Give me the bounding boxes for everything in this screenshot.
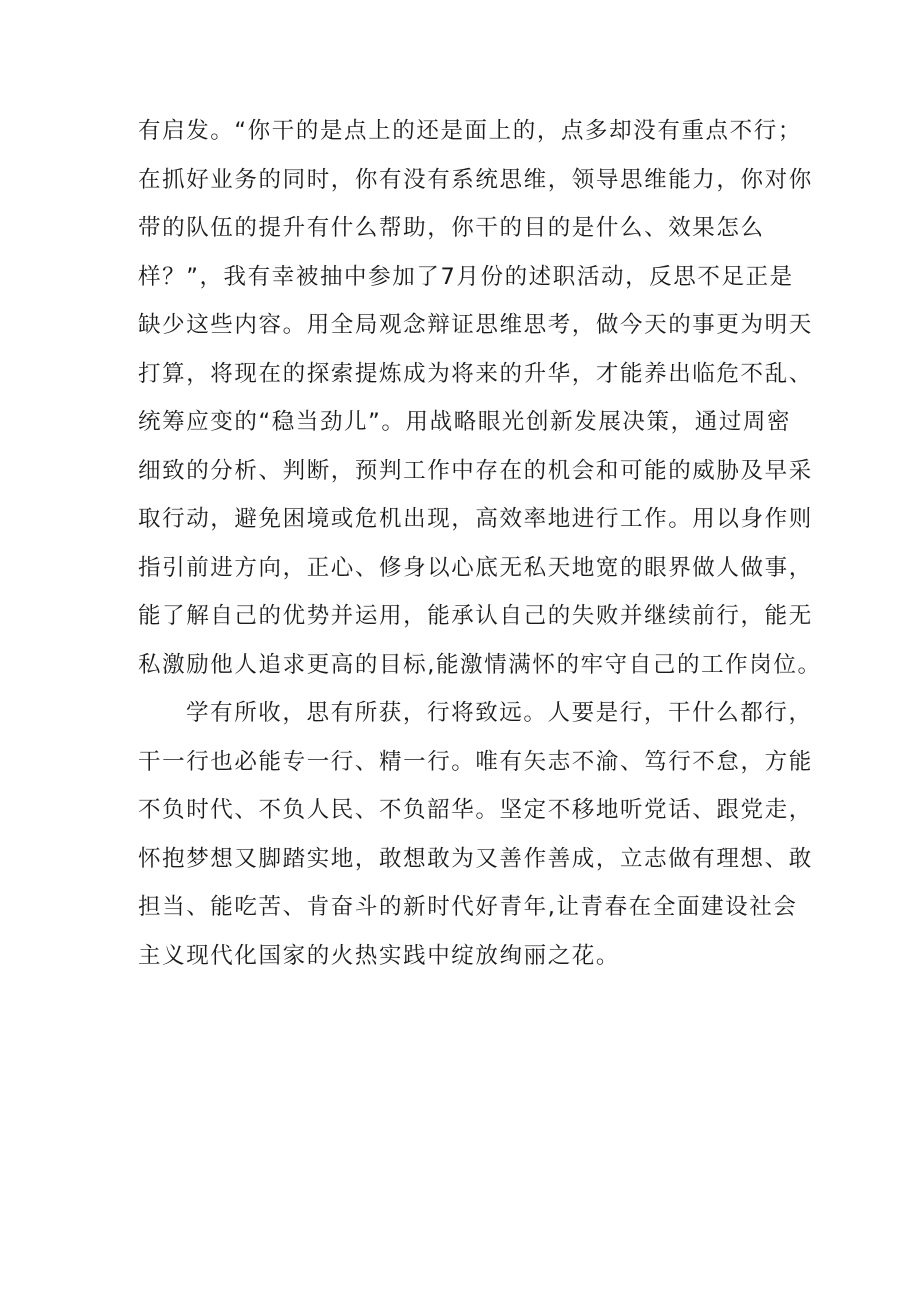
text-line: 取行动，避免困境或危机出现，高效率地进行工作。用以身作则 (138, 506, 813, 532)
paragraph-1 (138, 107, 822, 689)
paragraph-2 (138, 689, 813, 980)
text-line: 在抓好业务的同时，你有没有系统思维，领导思维能力，你对你 (138, 166, 813, 193)
text-line: 缺少这些内容。用全局观念辩证思维思考，做今天的事更为明天 (138, 312, 813, 338)
text-line: 带的队伍的提升有什么帮助，你干的目的是什么、效果怎么 (138, 215, 765, 241)
text-line: 细致的分析、判断，预判工作中存在的机会和可能的威胁及早采 (138, 457, 813, 484)
text-line: 学有所收，思有所获，行将致远。人要是行，干什么都行， (186, 700, 813, 726)
text-line: 主义现代化国家的火热实践中绽放绚丽之花。 (138, 942, 621, 969)
text-line: 统筹应变的“稳当劲儿”。用战略眼光创新发展决策，通过周密 (138, 409, 792, 435)
text-line: 私激励他人追求更高的目标,能激情满怀的牢守自己的工作岗位。 (138, 651, 822, 678)
text-line: 有启发。“你干的是点上的还是面上的，点多却没有重点不行； (138, 118, 802, 144)
body-text (138, 107, 822, 980)
text-line: 担当、能吃苦、肯奋斗的新时代好青年,让青春在全面建设社会 (138, 894, 798, 920)
text-line: 不负时代、不负人民、不负韶华。坚定不移地听党话、跟党走， (138, 797, 813, 823)
text-line: 能了解自己的优势并运用，能承认自己的失败并继续前行，能无 (138, 603, 813, 629)
text-line: 怀抱梦想又脚踏实地，敢想敢为又善作善成，立志做有理想、敢 (138, 845, 813, 872)
text-line: 指引前进方向，正心、修身以心底无私天地宽的眼界做人做事， (138, 554, 813, 581)
text-line: 干一行也必能专一行、精一行。唯有矢志不渝、笃行不怠，方能 (138, 748, 813, 775)
text-line: 样？”，我有幸被抽中参加了7月份的述职活动，反思不足正是 (138, 263, 794, 290)
text-line: 打算，将现在的探索提炼成为将来的升华，才能养出临危不乱、 (138, 360, 813, 387)
